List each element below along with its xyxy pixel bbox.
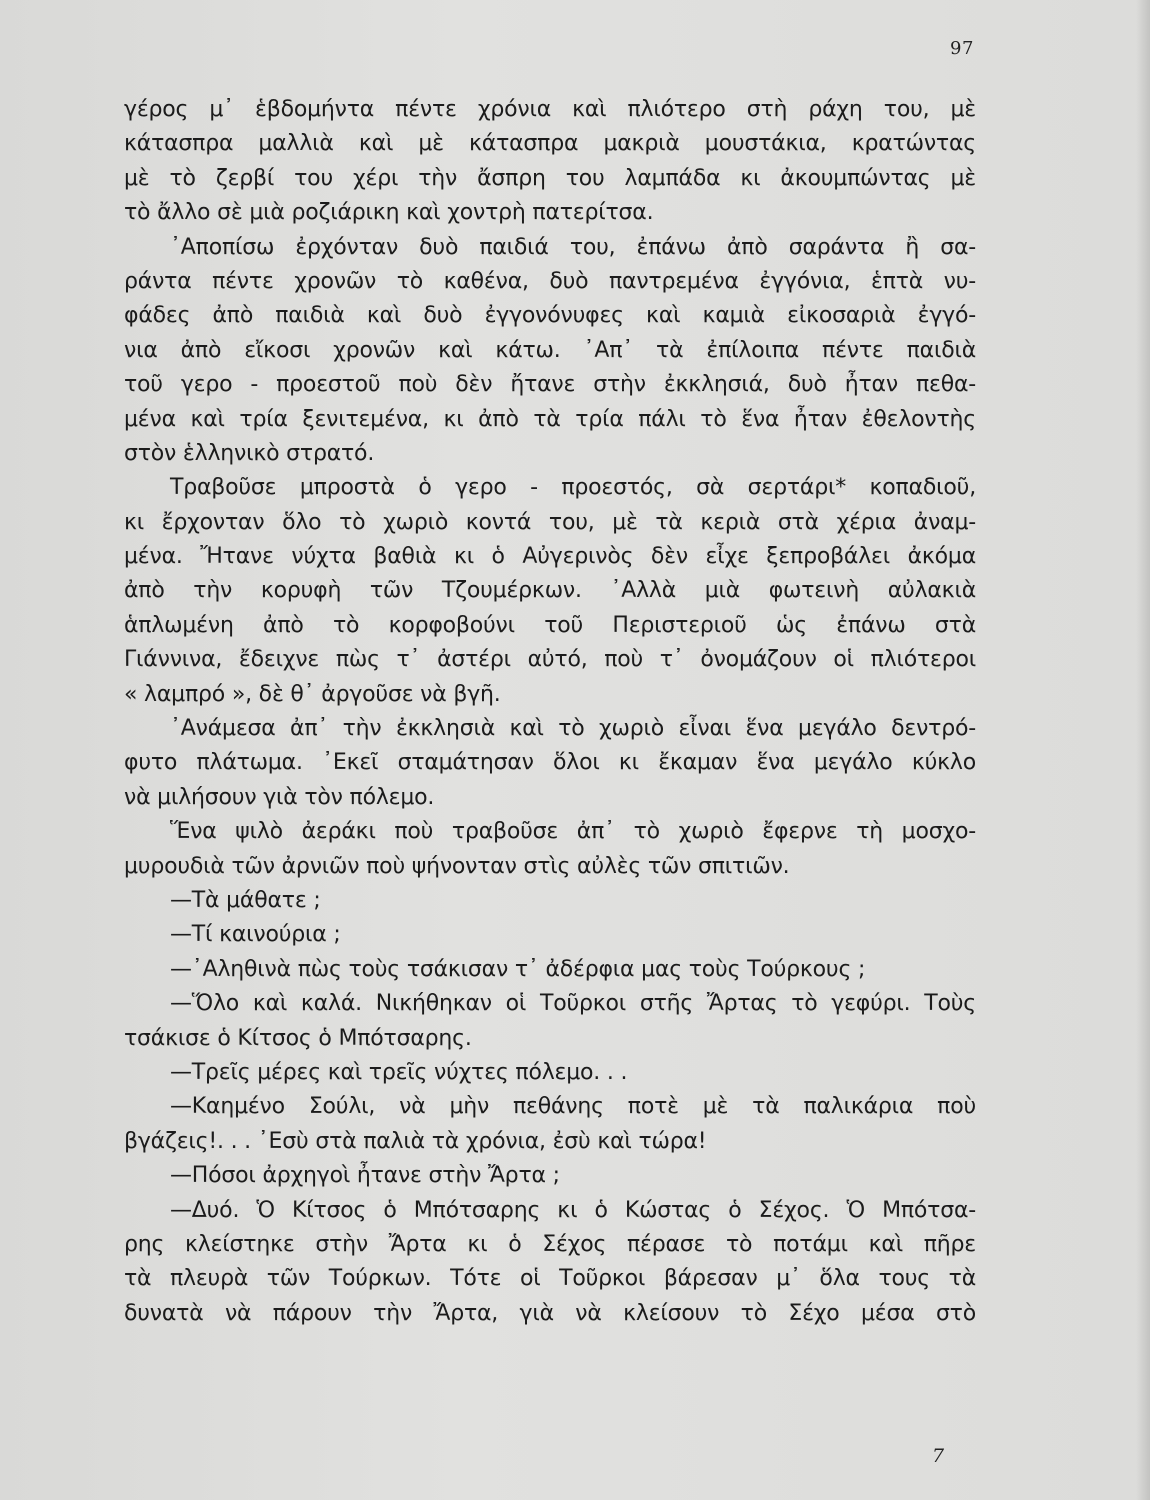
text-line: ᾽Αποπίσω ἐρχόνταν δυὸ παιδιά του, ἐπάνω ἀπὸ σαράντα ἢ σα- bbox=[170, 234, 976, 260]
text-line: —Τὰ μάθατε ; bbox=[170, 887, 321, 913]
text-line: ἁπλωμένη ἀπὸ τὸ κορφοβούνι τοῦ Περιστεριοῦ ὡς ἐπάνω στὰ bbox=[124, 612, 976, 638]
text-line: —Δυό. Ὁ Κίτσος ὁ Μπότσαρης κι ὁ Κώστας ὁ Σέχος. Ὁ Μπότσα- bbox=[170, 1197, 976, 1223]
text-line: στὸν ἑλληνικὸ στρατό. bbox=[124, 440, 375, 466]
text-line: —Τί καινούρια ; bbox=[170, 922, 341, 948]
text-line: τὰ πλευρὰ τῶν Τούρκων. Τότε οἱ Τοῦρκοι βάρεσαν μ᾽ ὅλα τους τὰ bbox=[124, 1266, 976, 1292]
text-line: νὰ μιλήσουν γιὰ τὸν πόλεμο. bbox=[124, 784, 435, 810]
text-line: —᾽Αληθινὰ πὼς τοὺς τσάκισαν τ᾽ ἀδέρφια μας τοὺς Τούρκους ; bbox=[170, 956, 866, 982]
text-line: Γιάννινα, ἔδειχνε πὼς τ᾽ ἀστέρι αὐτό, ποὺ τ᾽ ὀνομάζουν οἱ πλιότεροι bbox=[124, 647, 976, 673]
text-line: κι ἔρχονταν ὅλο τὸ χωριὸ κοντά του, μὲ τὰ κεριὰ στὰ χέρια ἀναμ- bbox=[124, 509, 976, 535]
text-line: « λαμπρό », δὲ θ᾽ ἀργοῦσε νὰ βγῆ. bbox=[124, 681, 501, 707]
text-line: γέρος μ᾽ ἑβδομήντα πέντε χρόνια καὶ πλιότερο στὴ ράχη του, μὲ bbox=[124, 97, 976, 122]
text-line: —Τρεῖς μέρες καὶ τρεῖς νύχτες πόλεμο. . . bbox=[170, 1059, 628, 1085]
text-line: φάδες ἀπὸ παιδιὰ καὶ δυὸ ἐγγονόνυφες καὶ καμιὰ εἰκοσαριὰ ἐγγό- bbox=[124, 303, 976, 329]
text-line: τσάκισε ὁ Κίτσος ὁ Μπότσαρης. bbox=[124, 1025, 472, 1051]
text-line: δυνατὰ νὰ πάρουν τὴν Ἄρτα, γιὰ νὰ κλείσουν τὸ Σέχο μέσα στὸ bbox=[124, 1300, 976, 1326]
text-line: φυτο πλάτωμα. ᾽Εκεῖ σταμάτησαν ὅλοι κι ἔκαμαν ἕνα μεγάλο κύκλο bbox=[124, 750, 976, 776]
text-line: ρης κλείστηκε στὴν Ἄρτα κι ὁ Σέχος πέρασε τὸ ποτάμι καὶ πῆρε bbox=[124, 1231, 976, 1257]
text-line: —Καημένο Σούλι, νὰ μὴν πεθάνης ποτὲ μὲ τὰ παλικάρια ποὺ bbox=[170, 1094, 976, 1120]
text-line: ᾽Ανάμεσα ἀπ᾽ τὴν ἐκκλησιὰ καὶ τὸ χωριὸ εἶναι ἕνα μεγάλο δεντρό- bbox=[170, 716, 976, 742]
text-line: ράντα πέντε χρονῶν τὸ καθένα, δυὸ παντρεμένα ἐγγόνια, ἑπτὰ νυ- bbox=[124, 268, 976, 294]
text-line: νια ἀπὸ εἴκοσι χρονῶν καὶ κάτω. ᾽Απ᾽ τὰ ἐπίλοιπα πέντε παιδιὰ bbox=[124, 337, 976, 363]
text-line: Τραβοῦσε μπροστὰ ὁ γερο - προεστός, σὰ σερτάρι* κοπαδιοῦ, bbox=[170, 475, 976, 501]
text-line: μένα καὶ τρία ξενιτεμένα, κι ἀπὸ τὰ τρία πάλι τὸ ἕνα ἦταν ἐθελοντὴς bbox=[124, 406, 976, 432]
page-number: 97 bbox=[950, 38, 974, 59]
text-line: μυρουδιὰ τῶν ἀρνιῶν ποὺ ψήνονταν στὶς αὐλὲς τῶν σπιτιῶν. bbox=[124, 853, 790, 879]
text-line: Ἕνα ψιλὸ ἀεράκι ποὺ τραβοῦσε ἀπ᾽ τὸ χωριὸ ἔφερνε τὴ μοσχο- bbox=[170, 819, 976, 845]
text-line: κάτασπρα μαλλιὰ καὶ μὲ κάτασπρα μακριὰ μουστάκια, κρατώντας bbox=[124, 131, 976, 157]
signature-mark: 7 bbox=[932, 1445, 945, 1467]
text-line: τὸ ἄλλο σὲ μιὰ ροζιάρικη καὶ χοντρὴ πατερίτσα. bbox=[124, 200, 654, 226]
text-line: μένα. Ἤτανε νύχτα βαθιὰ κι ὁ Αὐγερινὸς δὲν εἶχε ξεπροβάλει ἀκόμα bbox=[124, 544, 976, 570]
text-line: μὲ τὸ ζερβί του χέρι τὴν ἄσπρη του λαμπάδα κι ἀκουμπώντας μὲ bbox=[124, 165, 976, 191]
text-line: τοῦ γερο - προεστοῦ ποὺ δὲν ἤτανε στὴν ἐκκλησιά, δυὸ ἦταν πεθα- bbox=[124, 372, 976, 398]
body-text bbox=[124, 93, 976, 1331]
page-edge-shadow bbox=[1136, 0, 1150, 1500]
text-line: ἀπὸ τὴν κορυφὴ τῶν Τζουμέρκων. ᾽Αλλὰ μιὰ φωτεινὴ αὐλακιὰ bbox=[124, 578, 976, 604]
text-line: βγάζεις!. . . ᾽Εσὺ στὰ παλιὰ τὰ χρόνια, ἐσὺ καὶ τώρα! bbox=[124, 1128, 707, 1154]
text-line: —Ὅλο καὶ καλά. Νικήθηκαν οἱ Τοῦρκοι στῆς Ἄρτας τὸ γεφύρι. Τοὺς bbox=[170, 991, 976, 1017]
text-line: —Πόσοι ἀρχηγοὶ ἦτανε στὴν Ἄρτα ; bbox=[170, 1163, 560, 1189]
